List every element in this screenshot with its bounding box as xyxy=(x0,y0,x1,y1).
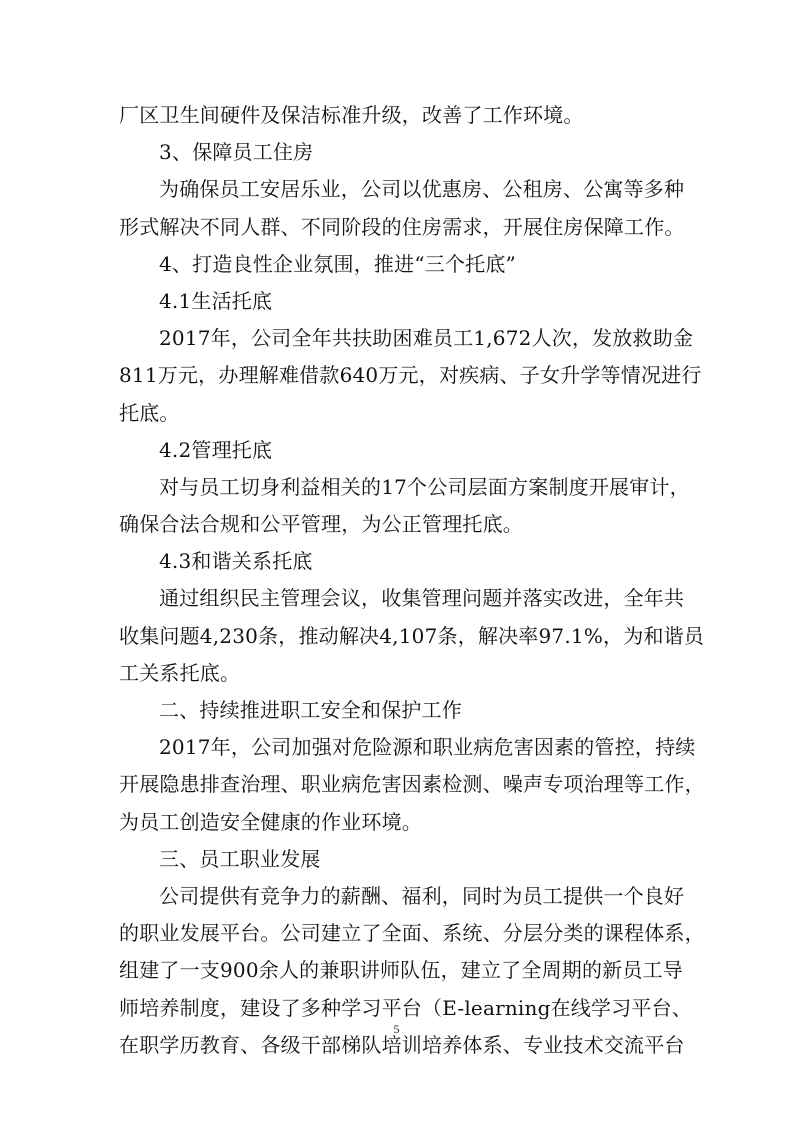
subsection-heading: 4.1生活托底 xyxy=(159,288,273,313)
text-line: 的职业发展平台。公司建立了全面、系统、分层分类的课程体系， xyxy=(119,921,705,946)
subsection-heading: 4.2管理托底 xyxy=(159,437,273,462)
text-line: 厂区卫生间硬件及保洁标准升级，改善了工作环境。 xyxy=(119,103,584,127)
section-heading: 3、保障员工住房 xyxy=(159,140,314,165)
text-line: 对与员工切身利益相关的17个公司层面方案制度开展审计， xyxy=(159,474,690,499)
body-text xyxy=(119,97,705,1064)
section-heading: 二、持续推进职工安全和保护工作 xyxy=(159,698,462,722)
text-line: 开展隐患排查治理、职业病危害因素检测、噪声专项治理等工作， xyxy=(119,772,705,797)
subsection-heading: 4.3和谐关系托底 xyxy=(159,549,313,574)
text-line: 收集问题4,230条，推动解决4,107条，解决率97.1%，为和谐员 xyxy=(119,623,705,648)
text-line: 通过组织民主管理会议，收集管理问题并落实改进，全年共 xyxy=(159,586,685,611)
page-number: 5 xyxy=(393,1022,400,1036)
text-line: 811万元，办理解难借款640万元，对疾病、子女升学等情况进行 xyxy=(119,363,702,388)
text-line: 为确保员工安居乐业，公司以优惠房、公租房、公寓等多种 xyxy=(159,177,685,202)
text-line: 组建了一支900余人的兼职讲师队伍，建立了全周期的新员工导 xyxy=(119,958,683,983)
section-heading: 三、员工职业发展 xyxy=(159,846,321,871)
text-line: 2017年，公司加强对危险源和职业病危害因素的管控，持续 xyxy=(159,735,696,760)
text-line: 公司提供有竞争力的薪酬、福利，同时为员工提供一个良好 xyxy=(159,883,685,908)
text-line: 确保合法合规和公平管理，为公正管理托底。 xyxy=(119,512,523,537)
text-line: 为员工创造安全健康的作业环境。 xyxy=(119,809,422,834)
text-line: 托底。 xyxy=(119,400,180,425)
text-line: 形式解决不同人群、不同阶段的住房需求，开展住房保障工作。 xyxy=(119,214,685,239)
text-line: 在职学历教育、各级干部梯队培训培养体系、专业技术交流平台 xyxy=(119,1032,685,1057)
section-heading: 4、打造良性企业氛围，推进“三个托底” xyxy=(159,251,516,276)
text-line: 2017年，公司全年共扶助困难员工1,672人次，发放救助金 xyxy=(159,326,694,351)
text-line: 师培养制度，建设了多种学习平台（E-learning在线学习平台、 xyxy=(119,995,693,1020)
text-line: 工关系托底。 xyxy=(119,660,241,685)
